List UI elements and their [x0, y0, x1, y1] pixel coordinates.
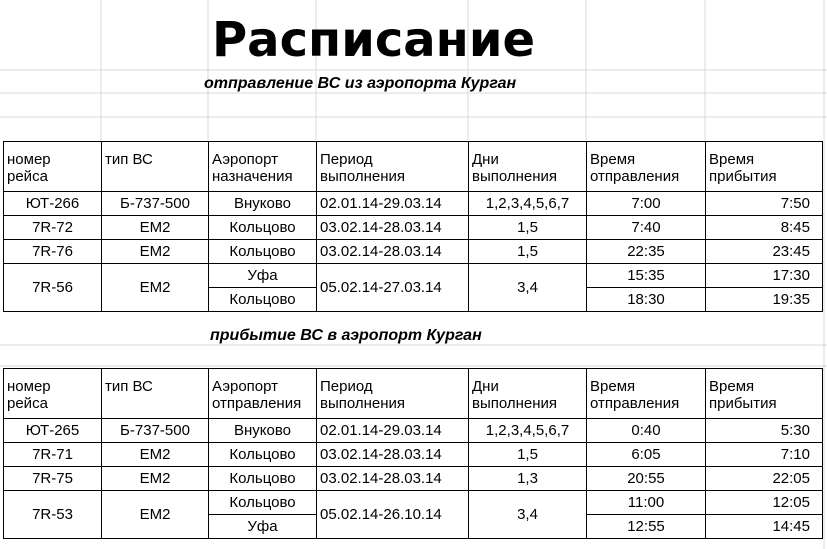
header-cell: прибытия [706, 168, 823, 192]
aircraft-type: ЕМ2 [102, 240, 209, 264]
airport: Внуково [209, 419, 317, 443]
period: 03.02.14-28.03.14 [317, 216, 469, 240]
page-title: Расписание [212, 12, 536, 68]
airport: Кольцово [209, 467, 317, 491]
departure-time: 18:30 [587, 288, 706, 312]
departure-time: 22:35 [587, 240, 706, 264]
days: 1,2,3,4,5,6,7 [469, 419, 587, 443]
header-cell: номер [4, 142, 102, 169]
departure-time: 6:05 [587, 443, 706, 467]
header-cell: Период [317, 142, 469, 169]
header-cell: Период [317, 369, 469, 396]
flight-number: 7R-76 [4, 240, 102, 264]
departure-time: 20:55 [587, 467, 706, 491]
arrival-time: 7:50 [706, 192, 823, 216]
aircraft-type: ЕМ2 [102, 216, 209, 240]
period: 03.02.14-28.03.14 [317, 467, 469, 491]
header-cell: рейса [4, 168, 102, 192]
arrival-time: 19:35 [706, 288, 823, 312]
departure-time: 15:35 [587, 264, 706, 288]
arrival-time: 5:30 [706, 419, 823, 443]
airport: Кольцово [209, 443, 317, 467]
header-cell: Дни [469, 142, 587, 169]
arrivals-header-row-2 [4, 395, 823, 419]
header-cell: тип ВС [102, 142, 209, 169]
airport: Уфа [209, 515, 317, 539]
header-cell: тип ВС [102, 369, 209, 396]
header-cell: выполнения [317, 168, 469, 192]
aircraft-type: Б-737-500 [102, 192, 209, 216]
table-row [4, 192, 823, 216]
departure-time: 7:40 [587, 216, 706, 240]
period: 03.02.14-28.03.14 [317, 443, 469, 467]
aircraft-type: ЕМ2 [102, 491, 209, 539]
arrival-time: 14:45 [706, 515, 823, 539]
period: 05.02.14-27.03.14 [317, 264, 469, 312]
airport: Кольцово [209, 288, 317, 312]
header-cell: Время [587, 142, 706, 169]
departure-time: 11:00 [587, 491, 706, 515]
header-cell: Время [706, 142, 823, 169]
header-cell: Дни [469, 369, 587, 396]
header-cell: выполнения [469, 395, 587, 419]
aircraft-type: ЕМ2 [102, 443, 209, 467]
header-cell [102, 395, 209, 419]
header-cell: отправления [209, 395, 317, 419]
arrivals-table [3, 368, 823, 539]
header-cell: отправления [587, 395, 706, 419]
period: 02.01.14-29.03.14 [317, 192, 469, 216]
table-row [4, 240, 823, 264]
header-cell: Время [587, 369, 706, 396]
table-row [4, 467, 823, 491]
arrival-time: 22:05 [706, 467, 823, 491]
period: 05.02.14-26.10.14 [317, 491, 469, 539]
aircraft-type: ЕМ2 [102, 467, 209, 491]
days: 1,5 [469, 216, 587, 240]
departure-time: 12:55 [587, 515, 706, 539]
arrival-time: 17:30 [706, 264, 823, 288]
arrival-time: 8:45 [706, 216, 823, 240]
departures-table [3, 141, 823, 312]
airport: Внуково [209, 192, 317, 216]
arrivals-caption: прибытие ВС в аэропорт Курган [210, 327, 482, 344]
header-cell [102, 168, 209, 192]
airport: Кольцово [209, 240, 317, 264]
days: 1,5 [469, 240, 587, 264]
departures-header-row-2 [4, 168, 823, 192]
arrival-time: 23:45 [706, 240, 823, 264]
flight-number: ЮТ-265 [4, 419, 102, 443]
table-row [4, 419, 823, 443]
flight-number: 7R-72 [4, 216, 102, 240]
table-row [4, 216, 823, 240]
table-row [4, 443, 823, 467]
period: 02.01.14-29.03.14 [317, 419, 469, 443]
header-cell: номер [4, 369, 102, 396]
departure-time: 0:40 [587, 419, 706, 443]
days: 1,3 [469, 467, 587, 491]
days: 3,4 [469, 264, 587, 312]
days: 3,4 [469, 491, 587, 539]
header-cell: прибытия [706, 395, 823, 419]
airport: Уфа [209, 264, 317, 288]
departures-header-row-1 [4, 142, 823, 169]
airport: Кольцово [209, 216, 317, 240]
header-cell: рейса [4, 395, 102, 419]
arrival-time: 12:05 [706, 491, 823, 515]
flight-number: 7R-56 [4, 264, 102, 312]
header-cell: Аэропорт [209, 369, 317, 396]
flight-number: 7R-71 [4, 443, 102, 467]
header-cell: назначения [209, 168, 317, 192]
departures-caption: отправление ВС из аэропорта Курган [204, 75, 517, 92]
header-cell: выполнения [317, 395, 469, 419]
flight-number: ЮТ-266 [4, 192, 102, 216]
flight-number: 7R-75 [4, 467, 102, 491]
header-cell: Аэропорт [209, 142, 317, 169]
header-cell: Время [706, 369, 823, 396]
flight-number: 7R-53 [4, 491, 102, 539]
table-row [4, 491, 823, 515]
aircraft-type: ЕМ2 [102, 264, 209, 312]
aircraft-type: Б-737-500 [102, 419, 209, 443]
airport: Кольцово [209, 491, 317, 515]
days: 1,2,3,4,5,6,7 [469, 192, 587, 216]
arrival-time: 7:10 [706, 443, 823, 467]
departure-time: 7:00 [587, 192, 706, 216]
table-row [4, 264, 823, 288]
header-cell: выполнения [469, 168, 587, 192]
header-cell: отправления [587, 168, 706, 192]
days: 1,5 [469, 443, 587, 467]
period: 03.02.14-28.03.14 [317, 240, 469, 264]
arrivals-header-row-1 [4, 369, 823, 396]
